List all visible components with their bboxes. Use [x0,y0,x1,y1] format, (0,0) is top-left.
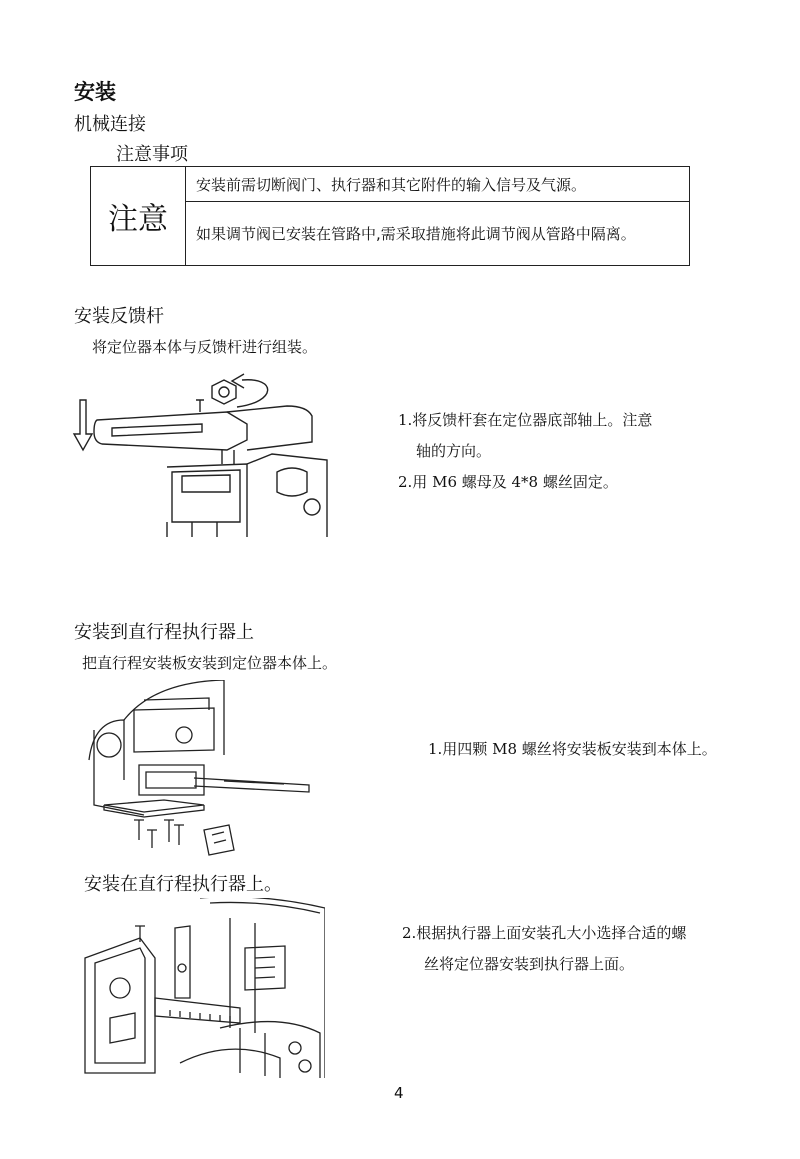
feedback-lever-illustration [72,372,332,537]
linear-step-1: 1.用四颗 M8 螺丝将安装板安装到本体上。 [428,740,717,758]
rotate-arrow-icon [232,374,268,407]
feedback-step-1: 1.将反馈杆套在定位器底部轴上。注意 [398,411,653,429]
linear-heading: 安装到直行程执行器上 [74,622,254,643]
page-title: 安装 [74,80,116,104]
notice-label: 注意 [91,167,186,266]
feedback-heading: 安装反馈杆 [74,306,164,327]
linear-step-2-line-2: 丝将定位器安装到执行器上面。 [424,955,635,973]
note-heading: 注意事项 [116,144,188,165]
page-number: 4 [394,1084,404,1102]
notice-line-2: 如果调节阀已安装在管路中,需采取措施将此调节阀从管路中隔离。 [186,202,690,266]
linear-intro: 把直行程安装板安装到定位器本体上。 [82,654,338,672]
linear-step-2-line-1: 2.根据执行器上面安装孔大小选择合适的螺 [402,924,687,942]
linear-subheading: 安装在直行程执行器上。 [84,874,282,895]
mounting-plate-illustration [84,680,314,860]
feedback-step-1-cont: 轴的方向。 [416,442,492,460]
feedback-intro: 将定位器本体与反馈杆进行组装。 [92,338,318,356]
feedback-step-2: 2.用 M6 螺母及 4*8 螺丝固定。 [398,473,618,491]
notice-line-1: 安装前需切断阀门、执行器和其它附件的输入信号及气源。 [186,167,690,202]
actuator-mount-illustration [80,898,325,1078]
section-subtitle: 机械连接 [74,114,146,135]
down-arrow-icon [74,400,92,450]
notice-table [90,166,690,266]
